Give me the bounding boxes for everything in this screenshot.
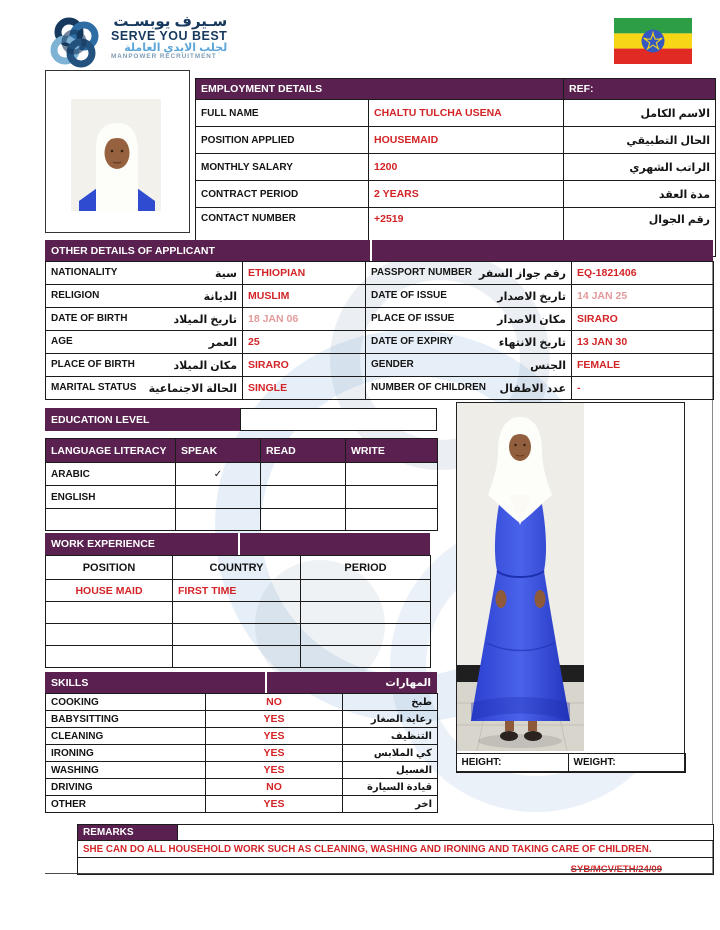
education-level-value <box>240 408 437 431</box>
table-row <box>366 262 714 285</box>
field-label: NATIONALITY <box>51 266 118 278</box>
checkmark-cell <box>346 509 438 531</box>
work-experience-header <box>45 533 430 555</box>
brand-tagline: MANPOWER RECRUITMENT <box>111 53 217 61</box>
divider <box>370 240 372 261</box>
brand-logo <box>48 14 227 77</box>
country-cell <box>173 602 301 624</box>
period-cell <box>301 580 431 602</box>
table-row <box>46 308 366 331</box>
column-header: POSITION <box>46 556 173 580</box>
table-row <box>46 486 438 509</box>
table-row <box>46 762 438 779</box>
brand-name: SERVE YOU BEST <box>111 28 228 43</box>
ethiopia-flag-icon <box>614 18 692 64</box>
applicant-fullbody-photo-panel <box>456 402 685 772</box>
checkmark-cell <box>261 486 346 509</box>
weight-label: WEIGHT: <box>568 753 685 772</box>
divider <box>238 533 240 555</box>
field-value: 18 JAN 06 <box>243 308 366 331</box>
position-cell <box>46 646 173 668</box>
section-title-arabic: المهارات <box>385 676 431 689</box>
applicant-passport-photo <box>45 70 190 233</box>
column-header: READ <box>261 439 346 463</box>
field-label: FULL NAME <box>196 100 369 127</box>
language-literacy-table <box>45 438 438 531</box>
language-name: ARABIC <box>46 463 176 486</box>
section-title: REMARKS <box>78 825 178 841</box>
field-value: EQ-1821406 <box>572 262 714 285</box>
skill-value: NO <box>206 694 343 711</box>
field-label: DATE OF BIRTH <box>51 312 128 324</box>
field-label: NUMBER OF CHILDREN <box>371 381 486 393</box>
knot-logo-icon <box>48 14 104 77</box>
field-label-arabic: الراتب الشهري <box>564 154 716 181</box>
table-row <box>46 580 431 602</box>
column-header: WRITE <box>346 439 438 463</box>
other-details-right-table <box>365 261 714 400</box>
skill-label: WASHING <box>46 762 206 779</box>
field-value: 14 JAN 25 <box>572 285 714 308</box>
table-row <box>46 602 431 624</box>
field-value: ETHIOPIAN <box>243 262 366 285</box>
remarks-text: SHE CAN DO ALL HOUSEHOLD WORK SUCH AS CLEANING, WASHING AND IRONING AND TAKING CARE OF CHILDREN. <box>78 841 714 858</box>
column-header: LANGUAGE LITERACY <box>46 439 176 463</box>
field-label-arabic: مكان الاصدار <box>497 313 566 326</box>
section-title: EMPLOYMENT DETAILS <box>196 79 564 100</box>
table-row <box>366 308 714 331</box>
table-row <box>46 354 366 377</box>
table-row <box>366 377 714 400</box>
brand-name-arabic: سـيرف يوبسـت <box>113 13 228 30</box>
ref-label: REF: <box>564 79 716 100</box>
table-row <box>46 463 438 486</box>
checkmark-cell: ✓ <box>176 463 261 486</box>
field-label: DATE OF EXPIRY <box>371 335 454 347</box>
field-label: PLACE OF BIRTH <box>51 358 135 370</box>
checkmark-cell <box>261 509 346 531</box>
field-value: 1200 <box>369 154 564 181</box>
country-cell <box>173 646 301 668</box>
position-cell: HOUSE MAID <box>46 580 173 602</box>
field-value: SIRARO <box>572 308 714 331</box>
skill-label-arabic: كي الملابس <box>343 745 438 762</box>
employment-details-table <box>195 78 716 257</box>
field-value: CHALTU TULCHA USENA <box>369 100 564 127</box>
table-row <box>46 745 438 762</box>
skill-label-arabic: اخر <box>343 796 438 813</box>
field-label: CONTACT NUMBER <box>196 208 369 257</box>
checkmark-cell <box>346 486 438 509</box>
position-cell <box>46 602 173 624</box>
field-value: SINGLE <box>243 377 366 400</box>
checkmark-cell <box>346 463 438 486</box>
skill-label: OTHER <box>46 796 206 813</box>
field-label-arabic: رقم جواز السفر <box>478 267 566 280</box>
country-cell: FIRST TIME <box>173 580 301 602</box>
skills-table <box>45 693 438 813</box>
field-label-arabic: تاريخ الانتهاء <box>498 336 566 349</box>
skill-label: DRIVING <box>46 779 206 796</box>
field-label-arabic: الديانة <box>203 290 237 303</box>
education-level-header <box>45 408 240 431</box>
table-row <box>366 331 714 354</box>
skill-value: YES <box>206 745 343 762</box>
section-title: WORK EXPERIENCE <box>51 538 155 550</box>
checkmark-cell <box>176 486 261 509</box>
section-title: SKILLS <box>51 676 89 689</box>
reference-code: SYB/MCV/ETH/24/09 <box>570 864 662 875</box>
skills-header <box>45 672 437 693</box>
skill-label-arabic: الغسيل <box>343 762 438 779</box>
field-label: MONTHLY SALARY <box>196 154 369 181</box>
field-value: 2 YEARS <box>369 181 564 208</box>
applicant-fullbody-photo <box>457 403 584 751</box>
field-label-arabic: مدة العقد <box>564 181 716 208</box>
skill-label: COOKING <box>46 694 206 711</box>
table-row <box>46 509 438 531</box>
field-label-arabic: الجنس <box>530 359 566 372</box>
position-cell <box>46 624 173 646</box>
table-row <box>46 728 438 745</box>
skill-value: NO <box>206 779 343 796</box>
table-row <box>196 127 716 154</box>
table-row <box>46 285 366 308</box>
table-row <box>196 100 716 127</box>
field-label: PASSPORT NUMBER <box>371 266 472 278</box>
field-label: DATE OF ISSUE <box>371 289 447 301</box>
skill-value: YES <box>206 711 343 728</box>
column-header: SPEAK <box>176 439 261 463</box>
table-row <box>46 377 366 400</box>
table-row <box>366 285 714 308</box>
column-header: COUNTRY <box>173 556 301 580</box>
skill-label-arabic: قيادة السيارة <box>343 779 438 796</box>
table-row <box>196 154 716 181</box>
table-row <box>46 646 431 668</box>
field-value: MUSLIM <box>243 285 366 308</box>
table-row <box>46 779 438 796</box>
table-row <box>46 262 366 285</box>
work-experience-table <box>45 555 431 668</box>
section-title: OTHER DETAILS OF APPLICANT <box>51 244 215 257</box>
other-details-header <box>45 240 713 261</box>
field-value: +2519 <box>369 208 564 257</box>
field-label-arabic: الحالة الاجتماعية <box>148 382 237 395</box>
table-row <box>196 181 716 208</box>
field-label: PLACE OF ISSUE <box>371 312 455 324</box>
field-value: 13 JAN 30 <box>572 331 714 354</box>
height-weight-row <box>456 753 686 773</box>
period-cell <box>301 602 431 624</box>
language-name: ENGLISH <box>46 486 176 509</box>
table-row <box>46 694 438 711</box>
checkmark-cell <box>176 509 261 531</box>
table-row <box>78 841 714 858</box>
field-label-arabic: العمر <box>208 336 237 349</box>
field-label: AGE <box>51 335 73 347</box>
other-details-left-table <box>45 261 366 400</box>
section-title: EDUCATION LEVEL <box>51 413 150 426</box>
column-header: PERIOD <box>301 556 431 580</box>
field-label-arabic: الحال التطبيقي <box>564 127 716 154</box>
skill-label: IRONING <box>46 745 206 762</box>
field-value: SIRARO <box>243 354 366 377</box>
field-label-arabic: عدد الاطفال <box>499 382 566 395</box>
skill-value: YES <box>206 762 343 779</box>
table-row <box>46 624 431 646</box>
skill-label-arabic: التنظيف <box>343 728 438 745</box>
table-row <box>46 796 438 813</box>
table-row <box>46 711 438 728</box>
field-label-arabic: تاريخ الاصدار <box>497 290 566 303</box>
field-value: 25 <box>243 331 366 354</box>
field-label-arabic: الاسم الكامل <box>564 100 716 127</box>
skill-label-arabic: طبخ <box>343 694 438 711</box>
field-label-arabic: تاريخ الميلاد <box>173 313 237 326</box>
period-cell <box>301 624 431 646</box>
field-label-arabic: مكان الميلاد <box>173 359 237 372</box>
country-cell <box>173 624 301 646</box>
skill-label-arabic: رعاية الصغار <box>343 711 438 728</box>
skill-label: CLEANING <box>46 728 206 745</box>
field-value: HOUSEMAID <box>369 127 564 154</box>
brand-tagline-arabic: لجلب الايدي العاملة <box>124 41 228 54</box>
field-value: - <box>572 377 714 400</box>
field-label: POSITION APPLIED <box>196 127 369 154</box>
field-label: GENDER <box>371 358 414 370</box>
language-name <box>46 509 176 531</box>
field-label-arabic: سية <box>215 267 237 280</box>
period-cell <box>301 646 431 668</box>
field-label: RELIGION <box>51 289 100 301</box>
field-label-arabic: رقم الجوال <box>564 208 716 257</box>
field-value: FEMALE <box>572 354 714 377</box>
skill-value: YES <box>206 796 343 813</box>
skill-value: YES <box>206 728 343 745</box>
height-label: HEIGHT: <box>456 753 568 772</box>
checkmark-cell <box>261 463 346 486</box>
table-row <box>366 354 714 377</box>
divider <box>265 672 267 693</box>
field-label: CONTRACT PERIOD <box>196 181 369 208</box>
table-row <box>46 331 366 354</box>
skill-label: BABYSITTING <box>46 711 206 728</box>
field-label: MARITAL STATUS <box>51 381 137 393</box>
remarks-header-spacer <box>178 825 714 841</box>
